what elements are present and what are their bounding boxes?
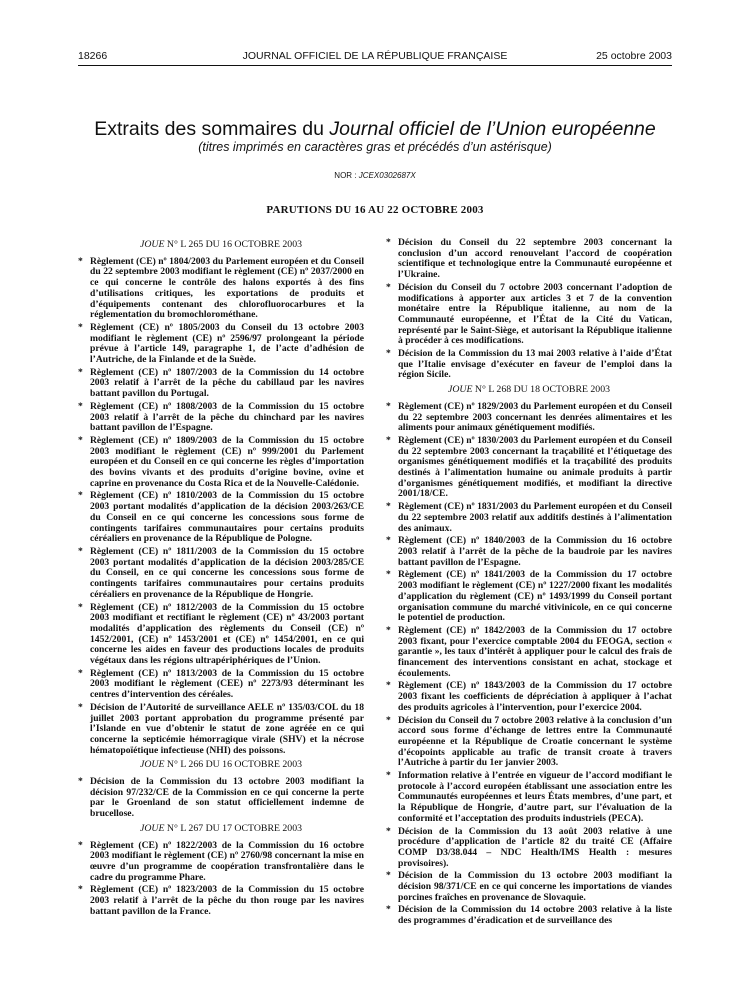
asterisk-marker: * bbox=[386, 400, 391, 412]
summary-text: Décision du Conseil du 22 septembre 2003 concernant la conclusion d’un accord renouvelant l’accord de coopération scientifique et technologique entre la Communauté européenne et l’Ukraine. bbox=[398, 237, 672, 281]
summary-item bbox=[78, 368, 364, 400]
section-heading bbox=[78, 824, 364, 835]
left-column bbox=[78, 236, 364, 919]
section-heading bbox=[78, 240, 364, 251]
asterisk-marker: * bbox=[78, 490, 83, 502]
issue-date: 25 octobre 2003 bbox=[596, 50, 672, 62]
asterisk-marker: * bbox=[78, 701, 83, 713]
summary-item bbox=[386, 349, 672, 381]
summary-text: Règlement (CE) nº 1805/2003 du Conseil du 13 octobre 2003 modifiant le règlement (CE) nº 2596/97 prolongeant la période prévue à l’article 149, paragraphe 1, de l’acte d’adhésion de l’Autriche, de la Finlande et de la Suède. bbox=[90, 321, 364, 366]
summary-item bbox=[386, 402, 672, 434]
summary-text: Règlement (CE) nº 1842/2003 de la Commission du 17 octobre 2003 fixant, pour l’exercice comptable 2004 du FEOGA, section « garantie », les taux d’intérêt à appliquer pour le calcul des frais de financement des interventions consistant en achat, stockage et écoulements. bbox=[398, 624, 672, 679]
asterisk-marker: * bbox=[386, 501, 391, 513]
asterisk-marker: * bbox=[78, 255, 83, 267]
summary-text: Décision de la Commission du 13 août 2003 relative à une procédure d’application de l’article 82 du traité CE (Affaire COMP D3/38.044 – NDC Health/IMS Health : mesures provisoires). bbox=[398, 825, 672, 869]
summary-item bbox=[78, 669, 364, 701]
asterisk-marker: * bbox=[78, 601, 83, 613]
summary-text: Règlement (CE) nº 1841/2003 de la Commission du 17 octobre 2003 modifiant le règlement (CE) nº 1227/2000 fixant les modalités d’application du règlement (CE) nº 1493/1999 du Conseil portant organisation commune du marché vitivinicole, en ce qui concerne le potentiel de production. bbox=[398, 569, 672, 624]
summary-text: Règlement (CE) nº 1809/2003 de la Commission du 15 octobre 2003 modifiant le règlement (CE) nº 999/2001 du Parlement européen et du Conseil en ce qui concerne les règles d’importation des bovins vivants et des produits d’origine bovine, ovine et caprine en provenance du Costa Rica et de la Nouvelle-Calédonie. bbox=[90, 434, 364, 489]
summary-text: Décision de la Commission du 13 mai 2003 relative à l’aide d’État que l’Italie envisage d’exécuter en faveur de l’emploi dans la région Sicile. bbox=[398, 348, 672, 381]
journal-title: JOURNAL OFFICIEL DE LA RÉPUBLIQUE FRANÇAISE bbox=[242, 50, 508, 62]
asterisk-marker: * bbox=[78, 839, 83, 851]
summary-text: Règlement (CE) nº 1812/2003 de la Commission du 15 octobre 2003 modifiant et rectifiant le règlement (CE) nº 43/2003 portant modalités d’application des règlements du Conseil (CE) nº 1452/2001, (CE) nº 1453/2001 et (CE) nº 1454/2001, en ce qui concerne les aides en faveur des productions locales de produits végétaux dans les régions ultrapériphériques de l’Union. bbox=[90, 601, 364, 667]
summary-item bbox=[386, 905, 672, 926]
page-header bbox=[78, 50, 672, 64]
nor-code: JCEX0302687X bbox=[358, 171, 416, 180]
asterisk-marker: * bbox=[386, 281, 391, 293]
summary-text: Décision de l’Autorité de surveillance AELE nº 135/03/COL du 18 juillet 2003 portant approbation du programme présenté par l’Islande en vue d’obtenir le statut de zone agréée en ce qui concerne la septicémie hémorragique virale (SHV) et la nécrose hématopoïétique infectieuse (NHI) des poissons. bbox=[90, 701, 364, 756]
joue-label: JOUE bbox=[447, 384, 473, 396]
summary-text: Règlement (CE) nº 1831/2003 du Parlement européen et du Conseil du 22 septembre 2003 relatif aux additifs destinés à l’alimentation des animaux. bbox=[398, 501, 672, 534]
summary-text: Règlement (CE) nº 1822/2003 de la Commission du 16 octobre 2003 modifiant le règlement (CE) nº 2760/98 concernant la mise en œuvre d’un programme de coopération transfrontalière dans le cadre du programme Phare. bbox=[90, 839, 364, 883]
summary-text: Règlement (CE) nº 1823/2003 de la Commission du 15 octobre 2003 relatif à l’arrêt de la pêche du thon rouge par les navires battant pavillon de la France. bbox=[90, 884, 364, 917]
asterisk-marker: * bbox=[386, 680, 391, 692]
asterisk-marker: * bbox=[78, 667, 83, 679]
asterisk-marker: * bbox=[78, 884, 83, 896]
section-issue: N° L 265 DU 16 OCTOBRE 2003 bbox=[164, 239, 303, 250]
page-number: 18266 bbox=[78, 50, 108, 62]
summary-text: Règlement (CE) nº 1830/2003 du Parlement européen et du Conseil du 22 septembre 2003 concernant la traçabilité et l’étiquetage des organismes génétiquement modifiés et la traçabilité des produits destinés à l’alimentation humaine ou animale produits à partir d’organismes génétiquement modifiés, et modifiant la directive 2001/18/CE. bbox=[398, 434, 672, 500]
summary-item bbox=[386, 871, 672, 903]
right-column bbox=[386, 238, 672, 929]
asterisk-marker: * bbox=[386, 870, 391, 882]
summary-item bbox=[386, 570, 672, 624]
asterisk-marker: * bbox=[386, 770, 391, 782]
summary-item bbox=[78, 841, 364, 884]
asterisk-marker: * bbox=[386, 569, 391, 581]
page-subtitle: (titres imprimés en caractères gras et précédés d’un astérisque) bbox=[198, 140, 552, 154]
summary-item bbox=[78, 703, 364, 757]
summary-text: Décision de la Commission du 14 octobre 2003 relative à la liste des programmes d’éradication et de surveillance des bbox=[398, 904, 672, 927]
summary-item bbox=[386, 626, 672, 680]
summary-item bbox=[386, 536, 672, 568]
summary-item bbox=[386, 827, 672, 870]
summary-item bbox=[386, 502, 672, 534]
asterisk-marker: * bbox=[386, 624, 391, 636]
summary-text: Règlement (CE) nº 1804/2003 du Parlement européen et du Conseil du 22 septembre 2003 modifiant le règlement (CE) nº 2037/2000 en ce qui concerne le contrôle des halons exportés à des fins d’utilisations critiques, les exportations de produits et d’équipements contenant des chlorofluorocarbures et la réglementation du bromochlorométhane. bbox=[90, 255, 364, 321]
asterisk-marker: * bbox=[78, 776, 83, 788]
section-issue: N° L 267 DU 17 OCTOBRE 2003 bbox=[164, 822, 303, 834]
asterisk-marker: * bbox=[386, 825, 391, 837]
header-rule bbox=[78, 65, 672, 66]
summary-item bbox=[386, 716, 672, 770]
summary-text: Règlement (CE) nº 1808/2003 de la Commission du 15 octobre 2003 relatif à l’arrêt de la pêche du chinchard par les navires battant pavillon de l’Espagne. bbox=[90, 400, 364, 434]
summary-item bbox=[78, 491, 364, 545]
summary-item bbox=[386, 436, 672, 500]
nor-label: NOR : bbox=[334, 171, 359, 180]
section-issue: N° L 268 DU 18 OCTOBRE 2003 bbox=[472, 384, 611, 396]
summary-item bbox=[78, 885, 364, 917]
summary-item bbox=[386, 283, 672, 347]
summary-item bbox=[78, 323, 364, 366]
summary-item bbox=[78, 402, 364, 434]
summary-text: Règlement (CE) nº 1840/2003 de la Commission du 16 octobre 2003 relatif à l’arrêt de la pêche de la baudroie par les navires battant pavillon de l’Espagne. bbox=[398, 535, 672, 568]
title-italic: Journal officiel de l’Union européenne bbox=[329, 118, 656, 140]
asterisk-marker: * bbox=[78, 400, 83, 412]
summary-text: Décision de la Commission du 13 octobre 2003 modifiant la décision 98/371/CE en ce qui concerne les importations de viandes porcines fraîches en provenance de Slovaquie. bbox=[398, 870, 672, 903]
page-title bbox=[78, 118, 672, 140]
joue-label: JOUE bbox=[139, 822, 165, 834]
summary-text: Décision de la Commission du 13 octobre 2003 modifiant la décision 97/232/CE de la Commission en ce qui concerne la perte par le Groenland de son statut officiellement indemne de brucellose. bbox=[90, 776, 364, 820]
section-heading bbox=[78, 760, 364, 771]
summary-text: Décision du Conseil du 7 octobre 2003 concernant l’adoption de modifications à apporter aux articles 3 et 7 de la convention monétaire entre la République italienne, au nom de la Communauté européenne, et l’État de la Cité du Vatican, représenté par le Saint-Siège, et autorisant la République italienne à procéder à ces modifications. bbox=[398, 281, 672, 347]
asterisk-marker: * bbox=[386, 434, 391, 446]
asterisk-marker: * bbox=[386, 714, 391, 726]
asterisk-marker: * bbox=[386, 237, 391, 248]
summary-item bbox=[78, 603, 364, 667]
summary-item bbox=[386, 771, 672, 825]
nor-reference bbox=[78, 171, 672, 180]
asterisk-marker: * bbox=[78, 434, 83, 446]
asterisk-marker: * bbox=[78, 321, 83, 333]
asterisk-marker: * bbox=[386, 904, 391, 916]
summary-text: Règlement (CE) nº 1829/2003 du Parlement européen et du Conseil du 22 septembre 2003 concernant les denrées alimentaires et les aliments pour animaux génétiquement modifiés. bbox=[398, 400, 672, 434]
summary-item bbox=[386, 681, 672, 713]
summary-text: Information relative à l’entrée en vigueur de l’accord modifiant le protocole à l’accord européen établissant une association entre les Communautés européennes et leurs États membres, d’une part, et la République de Hongrie, d’autre part, sur l’évaluation de la conformité et l’acceptation des produits industriels (PECA). bbox=[398, 770, 672, 824]
asterisk-marker: * bbox=[386, 535, 391, 547]
asterisk-marker: * bbox=[386, 348, 391, 360]
summary-text: Règlement (CE) nº 1810/2003 de la Commission du 15 octobre 2003 portant modalités d’application de la décision 2003/263/CE du Conseil en ce qui concerne les concessions sous forme de contingents tarifaires communautaires pour certains produits céréaliers en provenance de la République de Pologne. bbox=[90, 490, 364, 545]
summary-text: Règlement (CE) nº 1843/2003 de la Commission du 17 octobre 2003 fixant les coefficients de dépréciation à appliquer à l’achat des produits agricoles à l’intervention, pour l’exercice 2004. bbox=[398, 680, 672, 713]
summary-item bbox=[78, 436, 364, 490]
joue-label: JOUE bbox=[139, 239, 165, 250]
summary-text: Règlement (CE) nº 1807/2003 de la Commission du 14 octobre 2003 relatif à l’arrêt de la pêche du cabillaud par les navires battant pavillon du Portugal. bbox=[90, 366, 364, 400]
joue-label: JOUE bbox=[139, 759, 165, 771]
title-prefix: Extraits des sommaires du bbox=[94, 118, 330, 140]
asterisk-marker: * bbox=[78, 366, 83, 378]
summary-item bbox=[78, 547, 364, 601]
summary-text: Règlement (CE) nº 1811/2003 de la Commission du 15 octobre 2003 portant modalités d’application de la décision 2003/285/CE du Conseil, en ce qui concerne les concessions sous forme de contingents tarifaires communautaires pour certains produits céréaliers en provenance de la République de Hongrie. bbox=[90, 545, 364, 600]
summary-item bbox=[78, 777, 364, 820]
summary-text: Règlement (CE) nº 1813/2003 de la Commission du 15 octobre 2003 modifiant le règlement (CEE) nº 2273/93 déterminant les centres d’intervention des céréales. bbox=[90, 667, 364, 701]
summary-item bbox=[78, 257, 364, 321]
asterisk-marker: * bbox=[78, 545, 83, 557]
section-issue: N° L 266 DU 16 OCTOBRE 2003 bbox=[164, 759, 303, 771]
summary-text: Décision du Conseil du 7 octobre 2003 relative à la conclusion d’un accord sous forme d’échange de lettres entre la Communauté européenne et la République de Croatie concernant le système d’écopoints applicable au trafic de transit croate à travers l’Autriche à partir du 1er janvier 2003. bbox=[398, 714, 672, 769]
parutions-heading: PARUTIONS DU 16 AU 22 OCTOBRE 2003 bbox=[266, 204, 484, 216]
summary-item bbox=[386, 238, 672, 281]
section-heading bbox=[386, 385, 672, 396]
